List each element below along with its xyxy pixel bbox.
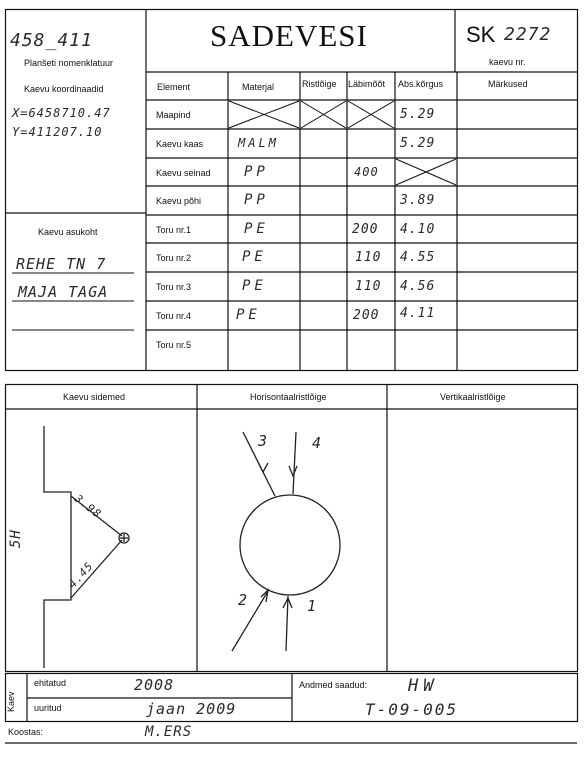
row-element: Toru nr.3 — [156, 282, 192, 292]
data-from-label: Andmed saadud: — [299, 680, 368, 690]
ties-label: Kaevu sidemed — [63, 392, 126, 402]
well-cross-section — [232, 432, 340, 651]
row-material: MALM — [238, 136, 279, 150]
location-line-1: REHE TN 7 — [16, 255, 107, 273]
sk-prefix: SK — [466, 22, 496, 47]
pipe-label-3: 3 — [258, 432, 269, 450]
row-abs-height: 4.10 — [400, 222, 436, 237]
ties-distance-bottom: 4.45 — [66, 559, 97, 591]
row-abs-height: 5.29 — [400, 136, 436, 151]
well-number-label: kaevu nr. — [489, 57, 526, 67]
col-header-diameter: Läbimõõt — [348, 79, 386, 89]
pipe-label-4: 4 — [312, 434, 323, 452]
row-material: PP — [244, 192, 269, 208]
ties-building-label: 5H — [8, 529, 24, 548]
data-from-value: HW — [408, 676, 439, 696]
row-element: Toru nr.1 — [156, 225, 192, 235]
vertical-section-label: Vertikaalristlõige — [440, 392, 506, 402]
compiled-value: M.ERS — [145, 724, 193, 740]
row-diameter: 200 — [352, 222, 379, 237]
sk-number: 2272 — [504, 24, 552, 45]
built-label: ehitatud — [34, 678, 67, 688]
surveyed-label: uuritud — [34, 703, 62, 713]
built-value: 2008 — [134, 676, 175, 694]
row-abs-height: 4.55 — [400, 250, 436, 265]
row-material: PE — [236, 307, 261, 323]
row-material: PP — [244, 164, 269, 180]
row-abs-height: 4.56 — [400, 279, 436, 294]
pipe-label-2: 2 — [238, 591, 249, 609]
horizontal-section-label: Horisontaalristlõige — [250, 392, 327, 402]
ties-sketch — [44, 426, 129, 668]
row-diameter: 200 — [353, 308, 380, 323]
surveyed-value: jaan 2009 — [146, 700, 237, 718]
col-header-material: Materjal — [242, 82, 275, 92]
footer-side-label: Kaev — [6, 691, 16, 712]
row-material: PE — [242, 278, 267, 294]
coordinates-label: Kaevu koordinaadid — [24, 84, 104, 94]
row-element: Kaevu kaas — [156, 139, 204, 149]
page-title: SADEVESI — [210, 18, 368, 53]
row-element: Kaevu seinad — [156, 168, 211, 178]
pipe-label-1: 1 — [307, 597, 318, 615]
row-element: Maapind — [156, 110, 191, 120]
row-element: Toru nr.5 — [156, 340, 192, 350]
nomenclature-label: Planšeti nomenklatuur — [24, 58, 114, 68]
row-element: Toru nr.4 — [156, 311, 192, 321]
row-material: PE — [244, 221, 269, 237]
row-diameter: 400 — [354, 165, 379, 179]
row-abs-height: 4.11 — [400, 306, 436, 321]
row-material: PE — [242, 249, 267, 265]
col-header-cross-section: Ristlõige — [302, 79, 337, 89]
ties-distance-top: 3.98 — [71, 492, 105, 522]
data-reference: T-09-005 — [365, 700, 459, 719]
compiled-label: Koostas: — [8, 727, 44, 737]
y-coordinate: Y=411207.10 — [12, 125, 103, 139]
row-abs-height: 5.29 — [400, 107, 436, 122]
row-diameter: 110 — [355, 279, 382, 294]
row-abs-height: 3.89 — [400, 193, 436, 208]
row-element: Kaevu põhi — [156, 196, 202, 206]
location-label: Kaevu asukoht — [38, 227, 98, 237]
nomenclature-value: 458_411 — [10, 30, 93, 51]
x-coordinate: X=6458710.47 — [12, 106, 111, 120]
location-line-2: MAJA TAGA — [18, 283, 109, 301]
col-header-abs-height: Abs.kõrgus — [398, 79, 444, 89]
row-element: Toru nr.2 — [156, 253, 192, 263]
col-header-notes: Märkused — [488, 79, 528, 89]
col-header-element: Element — [157, 82, 191, 92]
row-diameter: 110 — [355, 250, 382, 265]
